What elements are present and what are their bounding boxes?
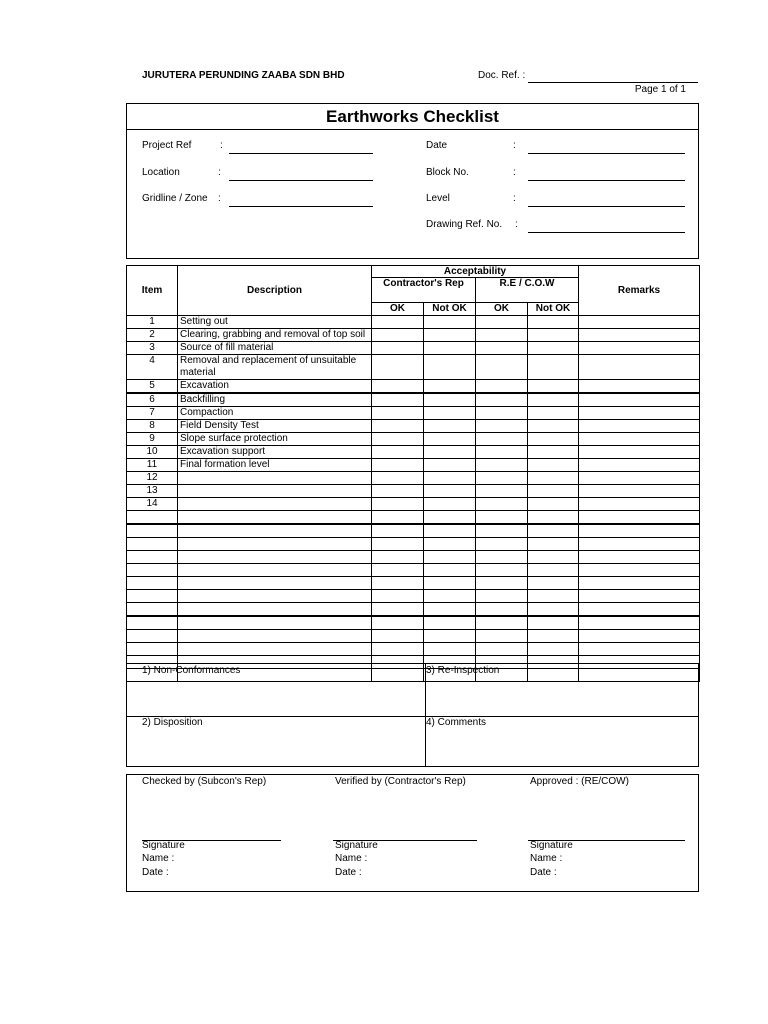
re-ok-cell[interactable] <box>476 355 528 380</box>
table-row <box>127 446 700 459</box>
item-number: 12 <box>127 472 178 485</box>
re-not-ok-cell[interactable] <box>528 380 579 394</box>
contractor-not-ok-cell[interactable] <box>424 446 476 459</box>
item-number: 5 <box>127 380 178 394</box>
table-row <box>127 433 700 446</box>
re-not-ok-cell[interactable] <box>528 603 579 617</box>
re-ok-cell[interactable] <box>476 380 528 394</box>
remarks-cell[interactable] <box>579 342 700 355</box>
signoff-box <box>126 774 699 892</box>
remarks-cell[interactable] <box>579 316 700 329</box>
contractor-not-ok-cell[interactable] <box>424 511 476 525</box>
remarks-cell[interactable] <box>579 551 700 564</box>
item-description: Excavation <box>178 380 372 394</box>
contractor-ok-cell[interactable] <box>372 564 424 577</box>
contractor-ok-cell[interactable] <box>372 393 424 407</box>
item-number <box>127 538 178 551</box>
table-row <box>127 393 700 407</box>
re-not-ok-cell[interactable] <box>528 342 579 355</box>
drawing-ref-label: Drawing Ref. No. <box>426 219 503 230</box>
contractor-not-ok-cell[interactable] <box>424 590 476 603</box>
item-description[interactable] <box>178 630 372 643</box>
re-not-ok-cell[interactable] <box>528 459 579 472</box>
item-number <box>127 511 178 525</box>
item-description: Compaction <box>178 407 372 420</box>
re-not-ok-cell[interactable] <box>528 564 579 577</box>
item-number <box>127 590 178 603</box>
re-not-ok-cell[interactable] <box>528 498 579 511</box>
remarks-cell[interactable] <box>579 433 700 446</box>
item-description[interactable] <box>178 538 372 551</box>
item-description: Slope surface protection <box>178 433 372 446</box>
remarks-cell[interactable] <box>579 498 700 511</box>
contractor-not-ok-cell[interactable] <box>424 577 476 590</box>
contractor-ok-cell[interactable] <box>372 380 424 394</box>
re-ok-cell[interactable] <box>476 316 528 329</box>
gridline-zone-field[interactable] <box>229 206 373 207</box>
name-label: Name : <box>335 853 368 864</box>
contractor-ok-cell[interactable] <box>372 355 424 380</box>
contractor-ok-cell[interactable] <box>372 329 424 342</box>
date-label: Date : <box>335 867 362 878</box>
remarks-cell[interactable] <box>579 420 700 433</box>
re-inspection-section[interactable] <box>425 664 698 717</box>
date-label: Date <box>426 140 448 151</box>
item-description: Excavation support <box>178 446 372 459</box>
item-description[interactable] <box>178 511 372 525</box>
item-description[interactable] <box>178 590 372 603</box>
remarks-cell[interactable] <box>579 329 700 342</box>
contractor-not-ok-cell[interactable] <box>424 485 476 498</box>
re-not-ok-cell[interactable] <box>528 551 579 564</box>
colon: : <box>515 219 518 230</box>
re-ok-cell[interactable] <box>476 511 528 525</box>
re-ok-cell[interactable] <box>476 485 528 498</box>
re-ok-cell[interactable] <box>476 551 528 564</box>
re-not-ok-cell[interactable] <box>528 472 579 485</box>
re-not-ok-cell[interactable] <box>528 511 579 525</box>
contractor-ok-cell[interactable] <box>372 459 424 472</box>
signature-label: Signature <box>530 840 573 851</box>
contractor-not-ok-cell[interactable] <box>424 393 476 407</box>
page-title: Earthworks Checklist <box>127 104 698 130</box>
re-ok-cell[interactable] <box>476 538 528 551</box>
disposition-label: 2) Disposition <box>142 717 203 728</box>
item-description <box>178 498 372 511</box>
table-row <box>127 616 700 630</box>
contractor-ok-cell[interactable] <box>372 524 424 538</box>
table-row <box>127 577 700 590</box>
re-ok-cell[interactable] <box>476 433 528 446</box>
project-info-box <box>126 103 699 259</box>
contractor-not-ok-cell[interactable] <box>424 630 476 643</box>
table-row <box>127 511 700 525</box>
doc-ref-label: Doc. Ref. : <box>478 70 526 81</box>
re-not-ok-cell[interactable] <box>528 485 579 498</box>
contractor-not-ok-cell[interactable] <box>424 498 476 511</box>
table-row <box>127 603 700 617</box>
re-ok-cell[interactable] <box>476 420 528 433</box>
contractor-not-ok-cell[interactable] <box>424 342 476 355</box>
item-number <box>127 630 178 643</box>
contractor-ok-cell[interactable] <box>372 603 424 617</box>
contractor-ok-cell[interactable] <box>372 472 424 485</box>
contractor-ok-cell[interactable] <box>372 446 424 459</box>
contractor-ok-cell[interactable] <box>372 616 424 630</box>
re-ok-cell[interactable] <box>476 407 528 420</box>
signature-label: Signature <box>142 840 185 851</box>
location-field[interactable] <box>229 180 373 181</box>
re-ok-cell[interactable] <box>476 590 528 603</box>
table-row <box>127 643 700 656</box>
re-ok-cell[interactable] <box>476 498 528 511</box>
re-not-ok-cell[interactable] <box>528 643 579 656</box>
item-description[interactable] <box>178 603 372 617</box>
re-not-ok-cell[interactable] <box>528 524 579 538</box>
contractor-not-ok-cell[interactable] <box>424 407 476 420</box>
remarks-cell[interactable] <box>579 380 700 394</box>
item-number: 7 <box>127 407 178 420</box>
location-label: Location <box>142 167 180 178</box>
table-row <box>127 380 700 394</box>
contractor-not-ok-cell[interactable] <box>424 538 476 551</box>
item-description: Field Density Test <box>178 420 372 433</box>
re-ok-cell[interactable] <box>476 616 528 630</box>
re-ok-cell[interactable] <box>476 472 528 485</box>
re-not-ok-cell[interactable] <box>528 630 579 643</box>
item-description <box>178 472 372 485</box>
re-not-ok-cell[interactable] <box>528 420 579 433</box>
colon: : <box>218 193 221 204</box>
re-not-ok-cell[interactable] <box>528 538 579 551</box>
remarks-cell[interactable] <box>579 590 700 603</box>
item-description[interactable] <box>178 564 372 577</box>
contractor-not-ok-cell[interactable] <box>424 420 476 433</box>
name-label: Name : <box>530 853 563 864</box>
table-row <box>127 524 700 538</box>
remarks-cell[interactable] <box>579 564 700 577</box>
item-number: 6 <box>127 393 178 407</box>
re-ok-cell[interactable] <box>476 643 528 656</box>
comments-label: 4) Comments <box>426 717 487 728</box>
item-description: Removal and replacement of unsuitable material <box>178 355 372 380</box>
contractor-ok-cell[interactable] <box>372 590 424 603</box>
item-description[interactable] <box>178 643 372 656</box>
checked-by-label: Checked by (Subcon's Rep) <box>142 776 267 787</box>
description-header: Description <box>178 266 372 316</box>
item-number <box>127 524 178 538</box>
contractor-not-ok-cell[interactable] <box>424 564 476 577</box>
table-row <box>127 342 700 355</box>
contractor-not-ok-cell[interactable] <box>424 603 476 617</box>
date-label: Date : <box>530 867 557 878</box>
date-field[interactable] <box>528 153 685 154</box>
item-description[interactable] <box>178 577 372 590</box>
table-row <box>127 590 700 603</box>
item-number <box>127 603 178 617</box>
table-row <box>127 538 700 551</box>
signature-label: Signature <box>335 840 378 851</box>
table-row <box>127 498 700 511</box>
item-number: 10 <box>127 446 178 459</box>
item-header: Item <box>127 266 178 316</box>
remarks-header: Remarks <box>579 266 700 316</box>
contractor-not-ok-cell[interactable] <box>424 524 476 538</box>
contractor-ok-cell[interactable] <box>372 420 424 433</box>
re-not-ok-cell[interactable] <box>528 577 579 590</box>
item-number: 13 <box>127 485 178 498</box>
contractor-not-ok-cell[interactable] <box>424 472 476 485</box>
remarks-cell[interactable] <box>579 446 700 459</box>
item-description <box>178 485 372 498</box>
level-label: Level <box>426 193 450 204</box>
table-row <box>127 316 700 329</box>
block-no-field[interactable] <box>528 180 685 181</box>
gridline-zone-label: Gridline / Zone <box>142 193 208 204</box>
item-description[interactable] <box>178 551 372 564</box>
item-number: 1 <box>127 316 178 329</box>
contractor-not-ok-cell[interactable] <box>424 433 476 446</box>
contractor-not-ok-cell[interactable] <box>424 551 476 564</box>
re-ok-cell[interactable] <box>476 564 528 577</box>
contractor-not-ok-cell[interactable] <box>424 355 476 380</box>
item-description: Source of fill material <box>178 342 372 355</box>
re-not-ok-cell[interactable] <box>528 590 579 603</box>
remarks-cell[interactable] <box>579 538 700 551</box>
item-number: 3 <box>127 342 178 355</box>
re-ok-cell[interactable] <box>476 342 528 355</box>
contractor-ok-cell[interactable] <box>372 577 424 590</box>
re-ok-cell[interactable] <box>476 393 528 407</box>
contractor-ok-cell[interactable] <box>372 498 424 511</box>
item-description[interactable] <box>178 524 372 538</box>
remarks-cell[interactable] <box>579 407 700 420</box>
disposition-section[interactable] <box>127 716 426 766</box>
re-not-ok-cell[interactable] <box>528 316 579 329</box>
contractor-ok-cell[interactable] <box>372 551 424 564</box>
contractor-not-ok-cell[interactable] <box>424 329 476 342</box>
item-number <box>127 564 178 577</box>
not-ok-header: Not OK <box>528 303 579 316</box>
re-inspection-label: 3) Re-Inspection <box>426 665 500 676</box>
item-description: Setting out <box>178 316 372 329</box>
colon: : <box>513 140 516 151</box>
page-number: Page 1 of 1 <box>634 84 686 95</box>
item-number: 11 <box>127 459 178 472</box>
approved-by-label: Approved : (RE/COW) <box>530 776 629 787</box>
remarks-cell[interactable] <box>579 511 700 525</box>
item-number <box>127 616 178 630</box>
contractor-not-ok-cell[interactable] <box>424 380 476 394</box>
remarks-cell[interactable] <box>579 630 700 643</box>
contractor-ok-cell[interactable] <box>372 538 424 551</box>
colon: : <box>513 167 516 178</box>
item-description: Clearing, grabbing and removal of top soil <box>178 329 372 342</box>
remarks-cell[interactable] <box>579 524 700 538</box>
item-description[interactable] <box>178 616 372 630</box>
contractor-not-ok-cell[interactable] <box>424 643 476 656</box>
remarks-cell[interactable] <box>579 616 700 630</box>
re-not-ok-cell[interactable] <box>528 407 579 420</box>
drawing-ref-field[interactable] <box>528 232 685 233</box>
not-ok-header: Not OK <box>424 303 476 316</box>
contractor-not-ok-cell[interactable] <box>424 316 476 329</box>
re-ok-cell[interactable] <box>476 329 528 342</box>
re-ok-cell[interactable] <box>476 446 528 459</box>
remarks-cell[interactable] <box>579 603 700 617</box>
contractor-ok-cell[interactable] <box>372 630 424 643</box>
contractor-ok-cell[interactable] <box>372 643 424 656</box>
contractor-not-ok-cell[interactable] <box>424 616 476 630</box>
re-ok-cell[interactable] <box>476 630 528 643</box>
re-ok-cell[interactable] <box>476 577 528 590</box>
item-number: 4 <box>127 355 178 380</box>
re-ok-cell[interactable] <box>476 603 528 617</box>
colon: : <box>513 193 516 204</box>
item-number: 9 <box>127 433 178 446</box>
remarks-cell[interactable] <box>579 472 700 485</box>
table-row <box>127 459 700 472</box>
ok-header: OK <box>476 303 528 316</box>
item-number <box>127 551 178 564</box>
ok-header: OK <box>372 303 424 316</box>
re-ok-cell[interactable] <box>476 524 528 538</box>
non-conformance-box <box>126 663 699 767</box>
item-description: Final formation level <box>178 459 372 472</box>
non-conformances-label: 1) Non-Conformances <box>142 665 241 676</box>
comments-section[interactable] <box>425 716 698 766</box>
project-ref-label: Project Ref <box>142 140 192 151</box>
table-row <box>127 329 700 342</box>
remarks-cell[interactable] <box>579 485 700 498</box>
remarks-cell[interactable] <box>579 393 700 407</box>
remarks-cell[interactable] <box>579 577 700 590</box>
table-row <box>127 472 700 485</box>
remarks-cell[interactable] <box>579 459 700 472</box>
re-ok-cell[interactable] <box>476 459 528 472</box>
remarks-cell[interactable] <box>579 355 700 380</box>
re-cow-header: R.E / C.O.W <box>476 278 579 303</box>
item-number: 8 <box>127 420 178 433</box>
table-row <box>127 551 700 564</box>
company-name: JURUTERA PERUNDING ZAABA SDN BHD <box>142 70 345 81</box>
verified-by-label: Verified by (Contractor's Rep) <box>335 776 466 787</box>
name-label: Name : <box>142 853 175 864</box>
contractor-ok-cell[interactable] <box>372 342 424 355</box>
colon: : <box>220 140 223 151</box>
checklist-table <box>126 265 700 682</box>
re-not-ok-cell[interactable] <box>528 329 579 342</box>
colon: : <box>218 167 221 178</box>
item-number: 2 <box>127 329 178 342</box>
table-row <box>127 564 700 577</box>
date-label: Date : <box>142 867 169 878</box>
item-description: Backfilling <box>178 393 372 407</box>
table-row <box>127 485 700 498</box>
table-row <box>127 420 700 433</box>
remarks-cell[interactable] <box>579 643 700 656</box>
table-row <box>127 407 700 420</box>
non-conformances-section[interactable] <box>127 664 426 717</box>
contractor-ok-cell[interactable] <box>372 433 424 446</box>
re-not-ok-cell[interactable] <box>528 433 579 446</box>
item-number <box>127 577 178 590</box>
level-field[interactable] <box>528 206 685 207</box>
doc-ref-field[interactable] <box>528 82 698 83</box>
table-row <box>127 630 700 643</box>
re-not-ok-cell[interactable] <box>528 616 579 630</box>
contractor-not-ok-cell[interactable] <box>424 459 476 472</box>
contractor-ok-cell[interactable] <box>372 485 424 498</box>
block-no-label: Block No. <box>426 167 469 178</box>
contractor-ok-cell[interactable] <box>372 407 424 420</box>
contractor-rep-header: Contractor's Rep <box>372 278 476 303</box>
contractor-ok-cell[interactable] <box>372 511 424 525</box>
table-row <box>127 355 700 380</box>
acceptability-header: Acceptability <box>372 266 579 278</box>
re-not-ok-cell[interactable] <box>528 393 579 407</box>
contractor-ok-cell[interactable] <box>372 316 424 329</box>
project-ref-field[interactable] <box>229 153 373 154</box>
item-number: 14 <box>127 498 178 511</box>
item-number <box>127 643 178 656</box>
re-not-ok-cell[interactable] <box>528 355 579 380</box>
re-not-ok-cell[interactable] <box>528 446 579 459</box>
